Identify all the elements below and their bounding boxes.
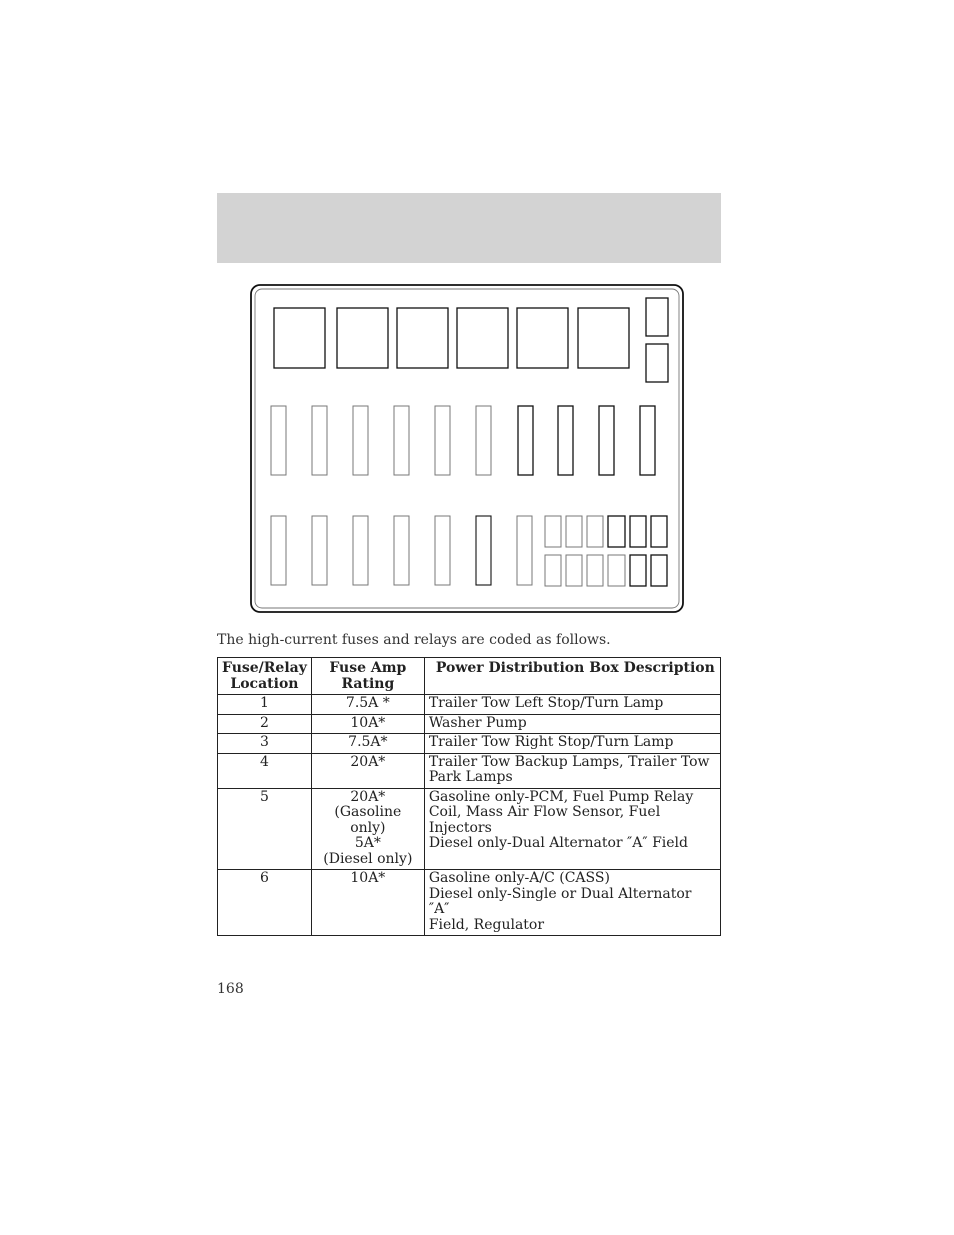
header-location-line: Fuse/Relay [222,660,307,676]
description-line: Diesel only-Dual Alternator ″A″ Field [428,835,688,851]
fuse-slot [435,406,450,475]
fuse-box-inner-frame [255,289,679,608]
mini-fuse-slot [566,516,582,547]
description-line: Gasoline only-A/C (CASS) [428,870,610,886]
table-row [218,695,721,715]
fuse-box-diagram [250,284,684,614]
fuse-box-outer-frame [251,285,683,612]
cell-location: 5 [218,788,312,870]
mini-fuse-slot [545,555,561,586]
cell-description [424,734,720,754]
mini-fuse-slot [587,555,603,586]
mini-fuse-slot [651,516,667,547]
table-row [218,753,721,788]
header-amp-line: Rating [341,675,395,692]
header-description: Power Distribution Box Description [424,658,720,695]
fuse-slot [517,516,532,585]
amp-line: 7.5A * [345,695,390,711]
description-line: Gasoline only-PCM, Fuel Pump Relay [428,788,694,805]
header-amp [311,658,424,695]
cell-location: 2 [218,714,312,734]
amp-line: 10A* [350,714,386,731]
table-row [218,734,721,754]
cell-amp [311,870,424,936]
fuse-slot [394,516,409,585]
cell-location: 3 [218,734,312,754]
table-row [218,788,721,870]
fuse-slot [476,516,491,585]
small-relay-slot [646,344,668,382]
fuse-slot [435,516,450,585]
fuse-slot [599,406,614,475]
header-amp-line: Fuse Amp [329,660,407,676]
table-header-row [218,658,721,695]
relay-slot [397,308,448,368]
fuse-slot [353,406,368,475]
mini-fuse-slot [587,516,603,547]
fuse-slot [518,406,533,475]
cell-description [424,788,720,870]
description-line: Trailer Tow Left Stop/Turn Lamp [428,695,664,711]
mini-fuse-slot [630,516,646,547]
fuse-slot [271,406,286,475]
mini-fuse-slot [545,516,561,547]
description-line: Washer Pump [428,714,527,731]
fuse-slot [476,406,491,475]
amp-line: 20A* [350,753,386,770]
relay-slot [517,308,568,368]
cell-location: 4 [218,753,312,788]
relay-slot [578,308,629,368]
relay-slot [274,308,325,368]
cell-amp [311,788,424,870]
description-line: Trailer Tow Right Stop/Turn Lamp [428,734,674,750]
cell-description [424,695,720,715]
description-line: Field, Regulator [428,916,545,933]
small-relay-slot [646,298,668,336]
mini-fuse-slot [608,516,625,547]
description-line: Coil, Mass Air Flow Sensor, Fuel Injectors [428,804,661,836]
mini-fuse-slot [608,555,625,586]
header-location [218,658,312,695]
cell-amp [311,714,424,734]
relay-slot [337,308,388,368]
cell-amp [311,753,424,788]
mini-fuse-slot [630,555,646,586]
fuse-slot [353,516,368,585]
cell-amp [311,695,424,715]
cell-amp [311,734,424,754]
cell-description [424,870,720,936]
section-header-bar [217,193,721,263]
intro-text: The high-current fuses and relays are coded as follows. [217,632,611,648]
fuse-slot [394,406,409,475]
amp-line: 7.5A* [348,734,388,750]
cell-location: 6 [218,870,312,936]
description-line: Park Lamps [428,769,513,785]
fuse-table [217,657,721,936]
cell-description [424,753,720,788]
amp-line: 20A* [350,788,386,805]
description-line: Trailer Tow Backup Lamps, Trailer Tow [428,753,710,770]
fuse-slot [640,406,655,475]
amp-line: (Diesel only) [323,850,413,867]
description-line: Diesel only-Single or Dual Alternator ″A″ [428,885,692,917]
relay-slot [457,308,508,368]
amp-line: 5A* [354,835,381,851]
cell-location: 1 [218,695,312,715]
table-row [218,870,721,936]
fuse-slot [312,516,327,585]
page-number: 168 [217,981,244,997]
amp-line: 10A* [350,870,386,886]
table-row [218,714,721,734]
amp-line: (Gasoline only) [334,804,402,836]
fuse-slot [558,406,573,475]
fuse-slot [271,516,286,585]
fuse-slot [312,406,327,475]
header-location-line: Location [230,675,299,692]
mini-fuse-slot [651,555,667,586]
mini-fuse-slot [566,555,582,586]
cell-description [424,714,720,734]
